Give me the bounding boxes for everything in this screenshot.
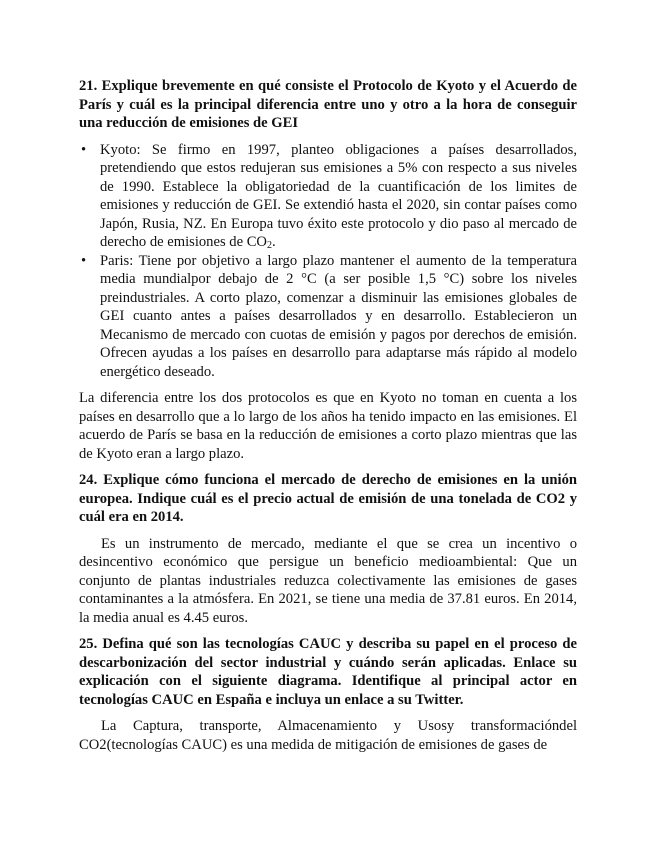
kyoto-text: Kyoto: Se firmo en 1997, planteo obligaciones a países desarrollados, pretendiendo que estos redujeran sus emisiones a 5% con respecto a sus niveles de 1990. Establece la obligatoriedad de la cuantificación de los limites de emisiones y reducción de GEI. Se extendió hasta el 2020, sin contar países como Japón, Rusia, NZ. En Europa tuvo éxito este protocolo y dio paso al mercado de derecho de emisiones de CO <box>100 141 577 250</box>
bullet-icon: • <box>81 141 87 158</box>
question-21-heading: 21. Explique brevemente en qué consiste el Protocolo de Kyoto y el Acuerdo de París y cuál es la principal diferencia entre uno y otro a la hora de conseguir una reducción de emisiones de GEI <box>79 78 577 131</box>
question-24-answer: Es un instrumento de mercado, mediante el que se crea un incentivo o desincentivo económico que persigue un beneficio medioambiental: Que un conjunto de plantas industriales reduzca colectivamente las emisiones de gases contaminantes a la atmósfera. En 2021, se tiene una media de 37.81 euros. En 2014, la media anual es 4.45 euros. <box>79 535 577 626</box>
document-page <box>79 77 577 762</box>
kyoto-text-end: . <box>271 234 276 250</box>
question-24-heading: 24. Explique cómo funciona el mercado de derecho de emisiones en la unión europea. Indique cuál es el precio actual de emisión de una tonelada de CO2 y cuál era en 2014. <box>79 472 577 525</box>
co2-subscript: 2 <box>266 240 272 251</box>
question-25-heading: 25. Defina qué son las tecnologías CAUC y describa su papel en el proceso de descarbonización del sector industrial y cuándo serán aplicadas. Enlace su explicación con el siguiente diagrama. Identifique al principal actor en tecnologías CAUC en España e incluya un enlace a su Twitter. <box>79 636 577 708</box>
protocol-difference-paragraph: La diferencia entre los dos protocolos es que en Kyoto no toman en cuenta a los países en desarrollo que a lo largo de los años ha tenido impacto en las emisiones. El acuerdo de París se basa en la reducción de emisiones a corto plazo mientras que las de Kyoto eran a largo plazo. <box>79 390 577 462</box>
paris-text: Paris: Tiene por objetivo a largo plazo mantener el aumento de la temperatura media mundialpor debajo de 2 °C (a ser posible 1,5 °C) sobre los niveles preindustriales. A corto plazo, comenzar a disminuir las emisiones globales de GEI cuanto antes a países desarrollados y en desarrollo. Establecieron un Mecanismo de mercado con cuotas de emisión y pagos por derechos de emisión. Ofrecen ayudas a los países en desarrollo para adaptarse más rápido al modelo energético deseado. <box>100 252 577 380</box>
kyoto-bullet-item <box>79 141 577 252</box>
bullet-icon: • <box>81 252 87 269</box>
question-25-answer: La Captura, transporte, Almacenamiento y Usosy transformacióndel CO2(tecnologías CAUC) es una medida de mitigación de emisiones de gases de <box>79 718 577 753</box>
paris-bullet-item <box>79 252 577 382</box>
question-21-bullet-list <box>79 141 577 382</box>
